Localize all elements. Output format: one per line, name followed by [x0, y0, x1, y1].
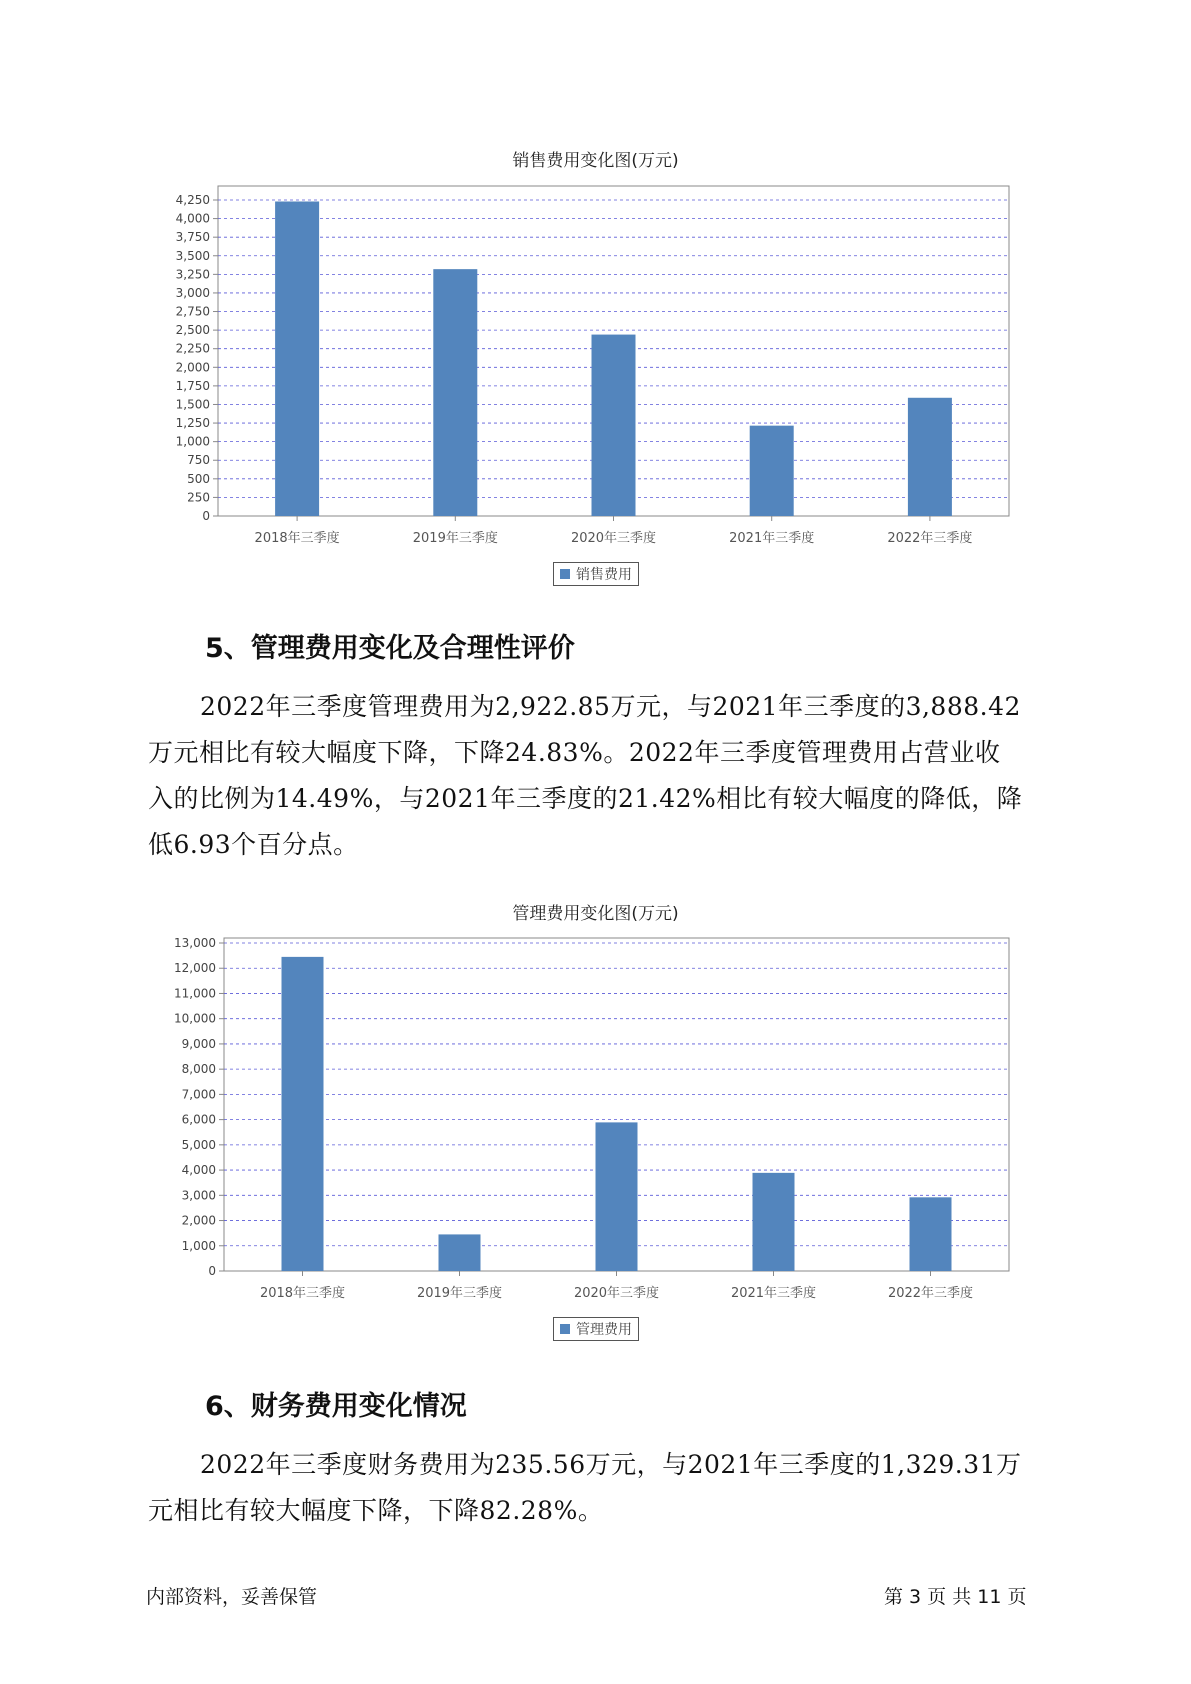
y-tick-label: 1,500 [175, 397, 210, 412]
y-tick-label: 0 [202, 509, 210, 523]
y-tick-label: 7,000 [181, 1087, 216, 1102]
y-tick-label: 2,250 [175, 341, 210, 356]
y-tick-label: 4,000 [181, 1163, 216, 1178]
y-tick-label: 4,000 [175, 211, 210, 226]
y-tick-label: 1,250 [175, 416, 210, 431]
x-tick-label: 2019年三季度 [412, 531, 498, 546]
y-tick-label: 2,000 [181, 1213, 216, 1228]
y-tick-label: 500 [187, 471, 210, 486]
y-tick-label: 2,750 [175, 304, 210, 319]
x-tick-label: 2021年三季度 [730, 1286, 817, 1301]
y-tick-label: 13,000 [174, 936, 216, 950]
y-tick-label: 2,500 [175, 323, 210, 338]
section6-paragraph [148, 1442, 1048, 1534]
x-tick-label: 2020年三季度 [573, 1286, 660, 1301]
y-tick-label: 10,000 [174, 1011, 216, 1026]
sales-chart-title: 销售费用变化图(万元) [512, 151, 679, 171]
bar [910, 1197, 952, 1271]
para-line: 万元相比有较大幅度下降，下降24.83%。2022年三季度管理费用占营业收 [148, 738, 1001, 767]
y-tick-label: 6,000 [181, 1112, 216, 1127]
legend-label: 销售费用 [576, 567, 632, 583]
y-tick-label: 8,000 [181, 1062, 216, 1077]
x-tick-label: 2020年三季度 [570, 531, 657, 546]
footer-page-number: 第 3 页 共 11 页 [884, 1586, 1027, 1608]
y-tick-label: 9,000 [181, 1036, 216, 1051]
y-tick-label: 3,000 [181, 1188, 216, 1203]
section5-heading: 5、管理费用变化及合理性评价 [205, 633, 575, 664]
y-tick-label: 1,000 [181, 1238, 216, 1253]
para-line: 入的比例为14.49%，与2021年三季度的21.42%相比有较大幅度的降低，降 [148, 784, 1023, 813]
x-tick-label: 2018年三季度 [254, 531, 340, 546]
y-tick-label: 250 [187, 490, 210, 505]
y-tick-label: 11,000 [174, 986, 216, 1001]
bar [596, 1122, 638, 1271]
y-tick-label: 5,000 [181, 1137, 216, 1152]
admin-chart-legend [553, 1317, 639, 1341]
para-line: 2022年三季度管理费用为2,922.85万元，与2021年三季度的3,888.42 [200, 692, 1021, 721]
y-tick-label: 3,000 [175, 285, 210, 300]
bar [282, 957, 324, 1271]
y-tick-label: 3,750 [175, 230, 210, 245]
x-tick-label: 2021年三季度 [729, 531, 815, 546]
y-tick-label: 2,000 [175, 360, 210, 375]
y-tick-label: 12,000 [174, 961, 216, 976]
y-tick-label: 3,250 [175, 267, 210, 282]
y-tick-label: 4,250 [175, 193, 210, 207]
y-tick-label: 3,500 [175, 248, 210, 263]
y-tick-label: 1,750 [175, 378, 210, 393]
section6-heading: 6、财务费用变化情况 [205, 1391, 467, 1422]
y-tick-label: 1,000 [175, 434, 210, 449]
footer-confidential: 内部资料，妥善保管 [146, 1586, 318, 1608]
bar [753, 1173, 795, 1271]
x-tick-label: 2022年三季度 [887, 531, 973, 546]
para-line: 元相比有较大幅度下降，下降82.28%。 [148, 1496, 604, 1525]
x-tick-label: 2018年三季度 [259, 1286, 346, 1301]
para-line: 低6.93个百分点。 [148, 830, 359, 859]
x-tick-label: 2019年三季度 [416, 1286, 503, 1301]
x-tick-label: 2022年三季度 [887, 1286, 974, 1301]
y-tick-label: 750 [187, 453, 210, 468]
admin-chart-title: 管理费用变化图(万元) [512, 904, 679, 924]
y-tick-label: 0 [208, 1264, 216, 1278]
legend-swatch [560, 1324, 570, 1334]
legend-label: 管理费用 [576, 1322, 632, 1338]
para-line: 2022年三季度财务费用为235.56万元，与2021年三季度的1,329.31万 [200, 1450, 1022, 1479]
bar [439, 1234, 481, 1271]
